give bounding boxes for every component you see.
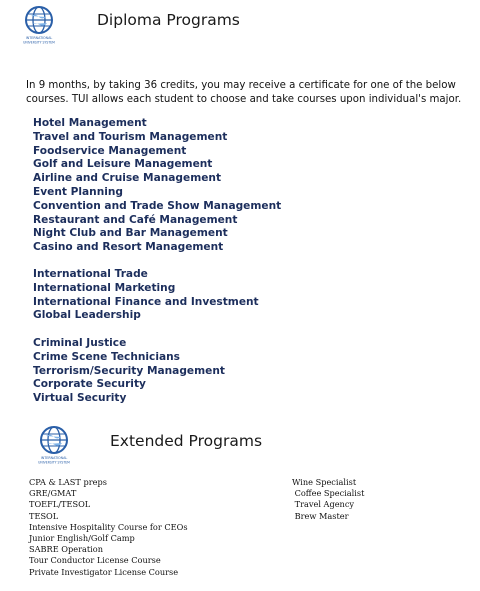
svg-text:INTERNATIONAL: INTERNATIONAL (25, 36, 53, 40)
extended-item: CPA & LAST preps (29, 477, 107, 487)
intro-line-1: In 9 months, by taking 36 credits, you may receive a certificate for one of the below (26, 80, 456, 91)
extended-item: Travel Agency (292, 499, 355, 510)
globe-logo-icon (35, 425, 73, 467)
intro-line-2: courses. TUI allows each student to choose and take courses upon individual's major. (26, 94, 462, 105)
diploma-title: Diploma Programs (97, 11, 240, 29)
program-item: Restaurant and Café Management (33, 213, 238, 226)
diploma-intro (26, 79, 476, 107)
extended-item: Coffee Specialist (292, 488, 365, 499)
svg-text:UNIVERSITY SYSTEM: UNIVERSITY SYSTEM (38, 460, 70, 465)
program-item: International Finance and Investment (33, 295, 259, 308)
security-programs-list (33, 337, 225, 406)
extended-item: Wine Specialist (292, 477, 357, 487)
logo-top (20, 5, 58, 47)
program-item: Convention and Trade Show Management (33, 199, 282, 212)
program-item: Event Planning (33, 185, 124, 198)
program-item: Corporate Security (33, 378, 146, 391)
extended-item: TESOL (29, 510, 59, 521)
extended-item: Tour Conductor License Course (29, 555, 161, 566)
program-item: Night Club and Bar Management (33, 227, 228, 240)
program-item: Global Leadership (33, 309, 141, 322)
extended-programs-right (292, 477, 364, 522)
extended-item: Junior English/Golf Camp (29, 533, 135, 544)
extended-item: Intensive Hospitality Course for CEOs (29, 521, 188, 532)
extended-item: TOEFL/TESOL (29, 499, 91, 510)
extended-item: Brew Master (292, 510, 349, 521)
extended-item: SABRE Operation (29, 544, 103, 555)
program-item: Crime Scene Technicians (33, 350, 180, 363)
program-item: Terrorism/Security Management (33, 364, 225, 377)
hospitality-programs-list (33, 117, 281, 255)
program-item: International Marketing (33, 281, 176, 294)
program-item: Casino and Resort Management (33, 241, 224, 254)
program-item: Travel and Tourism Management (33, 130, 228, 143)
extended-item: GRE/GMAT (29, 488, 77, 499)
program-item: Virtual Security (33, 392, 127, 405)
logo-extended (35, 425, 73, 467)
program-item: Criminal Justice (33, 337, 127, 349)
international-programs-list (33, 268, 259, 323)
svg-text:INTERNATIONAL: INTERNATIONAL (40, 456, 68, 460)
extended-title: Extended Programs (110, 432, 263, 450)
program-item: International Trade (33, 268, 148, 280)
program-item: Hotel Management (33, 117, 147, 129)
svg-text:UNIVERSITY SYSTEM: UNIVERSITY SYSTEM (23, 40, 55, 45)
extended-programs-left (29, 477, 188, 578)
globe-logo-icon (20, 5, 58, 47)
program-item: Golf and Leisure Management (33, 158, 213, 171)
program-item: Foodservice Management (33, 144, 187, 157)
extended-item: Private Investigator License Course (29, 566, 179, 577)
program-item: Airline and Cruise Management (33, 172, 222, 185)
